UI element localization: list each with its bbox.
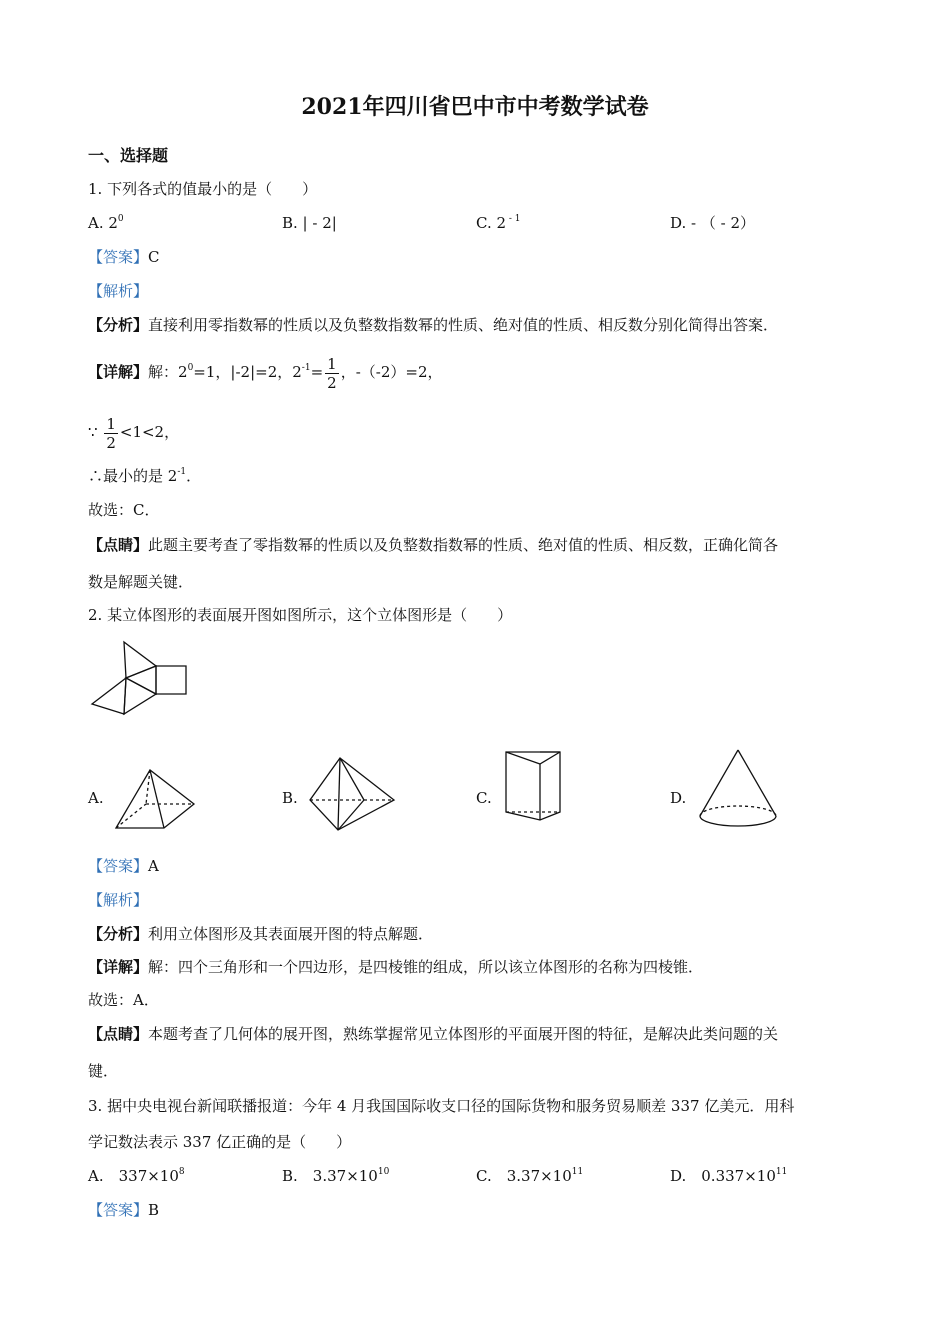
q2-jiexi-tag: 【解析】: [88, 891, 149, 909]
q1-xiangjie: 【详解】解：$2^0=1$，|-2|=2，$2^{-1}=$ $\frac{1}{2}$ ，-（-2）=2，: [88, 354, 443, 392]
fraction-one-half: $\frac{1}{2}$: [106, 414, 116, 452]
cone-d: [696, 748, 786, 832]
q2-dianjing: 【点睛】本题考查了几何体的展开图，熟练掌握常见立体图形的平面展开图的特征，是解决此类问题的关: [88, 1025, 779, 1043]
q2-answer: 【答案】A: [88, 857, 159, 875]
q1-option-b: B. | - 2|: [282, 214, 337, 232]
q1-stem: 1. 下列各式的值最小的是（ ）: [88, 180, 318, 198]
q1-option-d: D. - （ - 2）: [670, 214, 756, 232]
pyramid-a: [112, 768, 202, 832]
q3-answer: 【答案】B: [88, 1201, 160, 1219]
q2-stem: 2. 某立体图形的表面展开图如图所示，这个立体图形是（ ）: [88, 606, 513, 624]
q3-option-c: C. $3.37\times 10^{11}$: [476, 1167, 584, 1185]
q2-dianjing-cont: 键．: [88, 1062, 119, 1080]
section-heading: 一、选择题: [88, 146, 169, 165]
q1-choose: 故选：C．: [88, 501, 160, 519]
q1-fenxi: 【分析】直接利用零指数幂的性质以及负整数指数幂的性质、绝对值的性质、相反数分别化简得出答案．: [88, 316, 779, 334]
q3-option-b: B. $3.37\times 10^{10}$: [282, 1167, 390, 1185]
q1-therefore: ∴最小的是 $2^{-1}$．: [88, 467, 202, 485]
page-title: 2021年四川省巴中市中考数学试卷: [301, 94, 649, 120]
q2-fenxi: 【分析】利用立体图形及其表面展开图的特点解题．: [88, 925, 434, 943]
q1-dianjing-cont: 数是解题关键．: [88, 573, 194, 591]
q1-because: ∵ $\frac{1}{2}$ <1<2，: [88, 414, 180, 452]
q3-stem-cont: 学记数法表示 337 亿正确的是（ ）: [88, 1133, 352, 1151]
q1-answer: 【答案】C: [88, 248, 160, 266]
q2-label-b: B.: [282, 789, 298, 807]
q2-label-d: D.: [670, 789, 687, 807]
q1-jiexi-tag: 【解析】: [88, 282, 149, 300]
q2-choose: 故选：A．: [88, 991, 159, 1009]
q2-label-c: C.: [476, 789, 492, 807]
q2-xiangjie: 【详解】解：四个三角形和一个四边形，是四棱锥的组成，所以该立体图形的名称为四棱锥．: [88, 958, 704, 976]
fraction-one-half: $\frac{1}{2}$: [327, 354, 337, 392]
q3-option-d: D. $0.337\times 10^{11}$: [670, 1167, 788, 1185]
q1-dianjing: 【点睛】此题主要考查了零指数幂的性质以及负整数指数幂的性质、绝对值的性质、相反数，正确化简各: [88, 536, 779, 554]
q3-stem: 3. 据中央电视台新闻联播报道：今年 4 月我国国际收支口径的国际货物和服务贸易顺差 337 亿美元．用科: [88, 1097, 795, 1115]
octahedron-b: [308, 756, 398, 836]
net-diagram: [88, 638, 198, 718]
q2-label-a: A.: [88, 789, 104, 807]
q1-option-c: C. 2 $^{- 1}$: [476, 214, 521, 232]
prism-c: [504, 750, 566, 822]
q3-option-a: A. $337\times 10^8$: [88, 1167, 185, 1185]
q1-option-a: A. $2^0$: [88, 214, 124, 232]
